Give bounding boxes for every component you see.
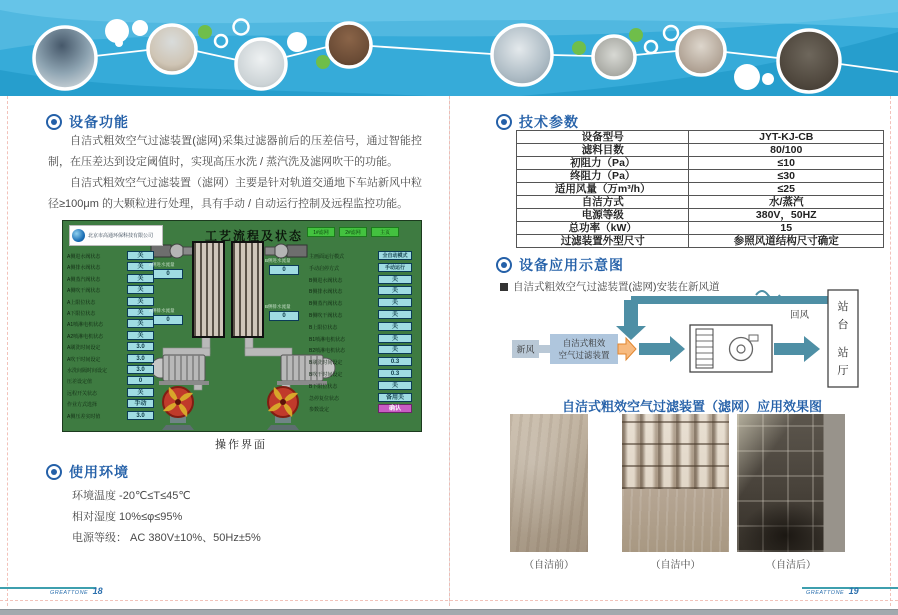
hmi-row-value-button[interactable]: 关 [378, 381, 412, 390]
photo-during-cleaning [622, 414, 729, 552]
section-heading-application [496, 255, 624, 275]
hmi-filter-column-a [192, 241, 225, 338]
airflow-schematic [498, 288, 890, 394]
hmi-pump-icons [151, 244, 307, 258]
hmi-flow-label: A侧进水流量 [149, 262, 175, 267]
svg-text:站: 站 [837, 301, 849, 313]
env-line-temperature: 环境温度 -20℃≤T≤45℃ [72, 490, 191, 502]
hmi-flow-value[interactable]: 0 [269, 311, 299, 321]
section-title: 设备功能 [69, 114, 129, 130]
hmi-row-label: 手动启停方式 [309, 265, 340, 272]
hmi-row-value-button[interactable]: 关 [127, 297, 154, 306]
hmi-row-value-button[interactable]: 关 [127, 285, 154, 294]
param-value-cell: ≤25 [689, 183, 884, 196]
hmi-row-label: B刷洗时间设定 [309, 360, 343, 367]
section-title: 技术参数 [519, 114, 579, 130]
svg-text:站: 站 [837, 347, 849, 359]
fresh-air-label: 新风 [516, 344, 535, 355]
hmi-row-label: B2喷淋电机状态 [309, 348, 346, 355]
section-heading-environment [46, 462, 129, 482]
param-name-cell: 滤料目数 [517, 144, 689, 157]
hmi-status-row [309, 310, 417, 320]
hmi-row-label: A2喷淋电机状态 [67, 333, 104, 340]
hmi-flow-label: B侧排水流量 [265, 304, 291, 309]
hmi-row-value-button[interactable]: 关 [127, 262, 154, 271]
section-bullet-icon [496, 114, 512, 130]
hmi-row-value-button[interactable]: 全自动模式 [378, 251, 412, 260]
hmi-row-value-button[interactable]: 关 [127, 308, 154, 317]
hmi-row-label: A1喷淋电机状态 [67, 322, 104, 329]
footer-page-number: 18 [92, 586, 103, 596]
hmi-status-row [67, 319, 159, 329]
hmi-screenshot [62, 220, 422, 432]
photo-grid-texture [622, 414, 729, 489]
param-name-cell: 初阻力（Pa） [517, 157, 689, 170]
photo-after-cleaning [737, 414, 845, 552]
param-value-cell: 参照风道结构尺寸确定 [689, 235, 884, 248]
photo-caption-after: （自洁后） [766, 560, 816, 571]
flow-arrow-1 [639, 336, 685, 362]
hmi-row-value-button[interactable]: 0.3 [378, 357, 412, 366]
return-air-label: 回风 [790, 310, 810, 321]
return-down-arrow [616, 300, 646, 340]
hmi-row-value-button[interactable]: 关 [378, 298, 412, 307]
page-bottom-edge [0, 609, 898, 615]
hmi-nav-button-1[interactable]: 1#滤网 [307, 227, 335, 237]
hmi-status-row [309, 298, 417, 308]
table-row [517, 157, 884, 170]
hmi-company-name: 北京市高通环保科技有限公司 [88, 233, 154, 239]
hmi-flow-value[interactable]: 0 [153, 269, 183, 279]
env-line-humidity: 相对湿度 10%≤φ≤95% [72, 511, 183, 523]
crop-mark-center [449, 96, 450, 606]
hmi-row-value-button[interactable]: 3.0 [127, 354, 154, 363]
hmi-status-row [309, 251, 417, 261]
crop-mark-left [7, 96, 8, 606]
hmi-status-row [67, 399, 159, 409]
table-row [517, 209, 884, 222]
crop-mark-bottom [0, 600, 898, 601]
param-name-cell: 自洁方式 [517, 196, 689, 209]
param-name-cell: 总功率（kW） [517, 222, 689, 235]
hmi-nav-button-3[interactable]: 主页 [371, 227, 399, 237]
hmi-status-row [67, 365, 159, 375]
hmi-status-row [67, 274, 159, 284]
hmi-status-row [309, 357, 417, 367]
hmi-row-label: A下限位状态 [67, 311, 96, 317]
section-bullet-icon [46, 464, 62, 480]
section-heading-params [496, 112, 579, 132]
hmi-nav-button-2[interactable]: 2#滤网 [339, 227, 367, 237]
param-value-cell: 水/蒸汽 [689, 196, 884, 209]
param-name-cell: 终阻力（Pa） [517, 170, 689, 183]
hmi-row-label: B侧蒸汽阀状态 [309, 301, 343, 308]
hmi-row-label: 作业方式选择 [67, 402, 98, 409]
hmi-status-row [67, 388, 159, 398]
param-value-cell: ≤10 [689, 157, 884, 170]
function-paragraph-1: 自洁式粗效空气过滤装置(滤网)采集过滤器前后的压差信号，通过智能控制，在压差达到设定阈值时，实现高压水洗 / 蒸汽洗及滤网吹干的功能。 [48, 135, 422, 168]
table-row [517, 222, 884, 235]
filter-device-label-1: 自洁式粗效 [562, 338, 606, 348]
hmi-status-row [309, 263, 417, 273]
hmi-row-label: 参数设定 [309, 407, 330, 414]
hmi-row-value-button[interactable]: 关 [378, 334, 412, 343]
hmi-status-row [309, 322, 417, 332]
footer-brand: GREATTONE [806, 590, 845, 596]
hmi-row-value-button[interactable]: 备用关 [378, 393, 412, 402]
hmi-row-label: A吹干时间设定 [67, 356, 101, 363]
effect-title: 自洁式粗效空气过滤装置（滤网）应用效果图 [561, 399, 822, 414]
hmi-row-value-button[interactable]: 关 [127, 331, 154, 340]
hmi-row-value-button[interactable]: 关 [127, 319, 154, 328]
hmi-status-row [309, 404, 417, 414]
hmi-status-row [67, 297, 159, 307]
photo-caption-during: （自洁中） [650, 560, 701, 571]
footer-page-number: 19 [848, 586, 859, 596]
hmi-row-value-button[interactable]: 3.0 [127, 365, 154, 374]
hmi-row-label: A侧压差实时值 [67, 413, 101, 420]
hmi-row-value-button[interactable]: 0.3 [378, 369, 412, 378]
hmi-row-label: A上限位状态 [67, 299, 96, 306]
hmi-row-label: 主画面运行模式 [309, 254, 345, 260]
hmi-status-row [309, 275, 417, 285]
hmi-row-value-button[interactable]: 0 [127, 376, 154, 385]
param-value-cell: 80/100 [689, 144, 884, 157]
section-title: 设备应用示意图 [519, 257, 624, 273]
table-row [517, 183, 884, 196]
param-value-cell: 380V，50HZ [689, 209, 884, 222]
globe-logo-icon [72, 229, 85, 242]
table-row [517, 144, 884, 157]
hmi-screen-title: 工艺流程及状态 [204, 229, 303, 243]
station-box [828, 290, 858, 387]
hmi-row-value-button[interactable]: 关 [127, 388, 154, 397]
technical-parameters-table [516, 130, 884, 248]
hmi-status-row [67, 342, 159, 352]
hmi-status-row [67, 308, 159, 318]
hmi-row-label: 远程开关状态 [67, 390, 98, 397]
photo-lower-texture [622, 489, 729, 552]
hmi-row-label: B上限位状态 [309, 324, 338, 331]
hmi-status-row [309, 393, 417, 403]
flow-arrow-2 [774, 336, 820, 362]
table-row [517, 196, 884, 209]
hmi-row-value-button[interactable]: 确认 [378, 404, 412, 413]
hmi-status-row [67, 331, 159, 341]
hmi-row-label: A侧进水阀状态 [67, 254, 101, 260]
hmi-motor-icons [151, 355, 335, 385]
hmi-status-row [67, 262, 159, 272]
table-row [517, 170, 884, 183]
hmi-filter-column-b [231, 241, 264, 338]
hmi-row-label: B下限位状态 [309, 383, 338, 390]
hmi-row-label: A侧排水阀状态 [67, 265, 101, 272]
hmi-row-value-button[interactable]: 关 [378, 286, 412, 295]
section-title: 使用环境 [69, 464, 129, 480]
param-value-cell: ≤30 [689, 170, 884, 183]
hmi-row-value-button[interactable]: 关 [378, 322, 412, 331]
hmi-row-value-button[interactable]: 关 [378, 345, 412, 354]
environment-spec-lines [72, 486, 402, 549]
hmi-row-label: A刷洗时间设定 [67, 345, 101, 352]
hmi-row-value-button[interactable]: 关 [378, 275, 412, 284]
hmi-status-row [309, 334, 417, 344]
hmi-row-value-button[interactable]: 关 [378, 310, 412, 319]
param-name-cell: 过滤装置外型尺寸 [517, 235, 689, 248]
hmi-row-value-button[interactable]: 关 [127, 274, 154, 283]
orange-flow-arrow [618, 338, 636, 360]
hmi-row-label: B侧吹干阀状态 [309, 313, 343, 319]
hmi-row-label: B1喷淋电机状态 [309, 336, 346, 343]
hmi-row-label: B侧进水阀状态 [309, 277, 343, 284]
hmi-flow-value[interactable]: 0 [153, 315, 183, 325]
hmi-row-label: A侧吹干阀状态 [67, 288, 101, 295]
filter-device-label-2: 空气过滤装置 [558, 350, 610, 360]
svg-text:厅: 厅 [837, 365, 849, 377]
function-paragraphs [48, 131, 422, 215]
hmi-flow-label: A侧排水流量 [149, 308, 175, 313]
hmi-status-row [309, 345, 417, 355]
section-bullet-icon [496, 257, 512, 273]
param-value-cell: 15 [689, 222, 884, 235]
param-name-cell: 适用风量（万m³/h） [517, 183, 689, 196]
hmi-row-value-button[interactable]: 3.0 [127, 342, 154, 351]
hmi-row-value-button[interactable]: 3.0 [127, 411, 154, 420]
crop-mark-right [890, 96, 891, 606]
hmi-row-label: B吹干时间设定 [309, 372, 343, 378]
hmi-status-row [309, 369, 417, 379]
param-value-cell: JYT-KJ-CB [689, 131, 884, 144]
hmi-row-label: B侧排水阀状态 [309, 289, 343, 296]
hmi-status-row [67, 376, 159, 386]
section-bullet-icon [46, 114, 62, 130]
hmi-flow-label: B侧进水流量 [265, 258, 291, 263]
photo-before-cleaning [510, 414, 588, 552]
footer-right [806, 581, 859, 599]
param-name-cell: 设备型号 [517, 131, 689, 144]
hmi-status-row [67, 411, 159, 421]
hmi-row-value-button[interactable]: 关 [127, 251, 154, 260]
function-paragraph-2: 自洁式粗效空气过滤装置（滤网）主要是针对轨道交通地下车站新风中粒径≥100μm 的大颗粒进行处理，具有手动 / 自动运行控制及远程监控功能。 [48, 177, 422, 210]
param-name-cell: 电源等级 [517, 209, 689, 222]
svg-text:台: 台 [837, 319, 849, 331]
hmi-row-label: A侧蒸汽阀状态 [67, 276, 101, 283]
section-heading-function [46, 112, 129, 132]
hmi-row-label: 急停复位状态 [309, 395, 340, 402]
photo-caption-before: （自洁前） [524, 560, 574, 571]
hmi-vendor-logo [69, 225, 163, 246]
hmi-status-row [67, 285, 159, 295]
hmi-fan-icons [162, 387, 299, 430]
hmi-row-label: 压差设定值 [67, 379, 93, 386]
hmi-flow-value[interactable]: 0 [269, 265, 299, 275]
env-line-power: 电源等级： AC 380V±10%、50Hz±5% [72, 532, 261, 544]
hmi-caption: 操作界面 [215, 439, 267, 451]
hmi-status-row [67, 354, 159, 364]
hmi-status-row [67, 251, 159, 261]
hmi-row-value-button[interactable]: 手动 [127, 399, 154, 408]
hmi-status-row [309, 286, 417, 296]
hmi-row-label: 水洗间隔时间设定 [67, 368, 108, 374]
ahu-fan-unit [690, 325, 772, 372]
hmi-row-value-button[interactable]: 手动运行 [378, 263, 412, 272]
table-row [517, 235, 884, 248]
footer-brand: GREATTONE [50, 590, 89, 596]
application-note-text: 自洁式粗效空气过滤装置(滤网)安装在新风道 [513, 281, 720, 293]
table-row [517, 131, 884, 144]
hmi-status-row [309, 381, 417, 391]
footer-left [50, 581, 103, 599]
header-banner [0, 0, 898, 96]
